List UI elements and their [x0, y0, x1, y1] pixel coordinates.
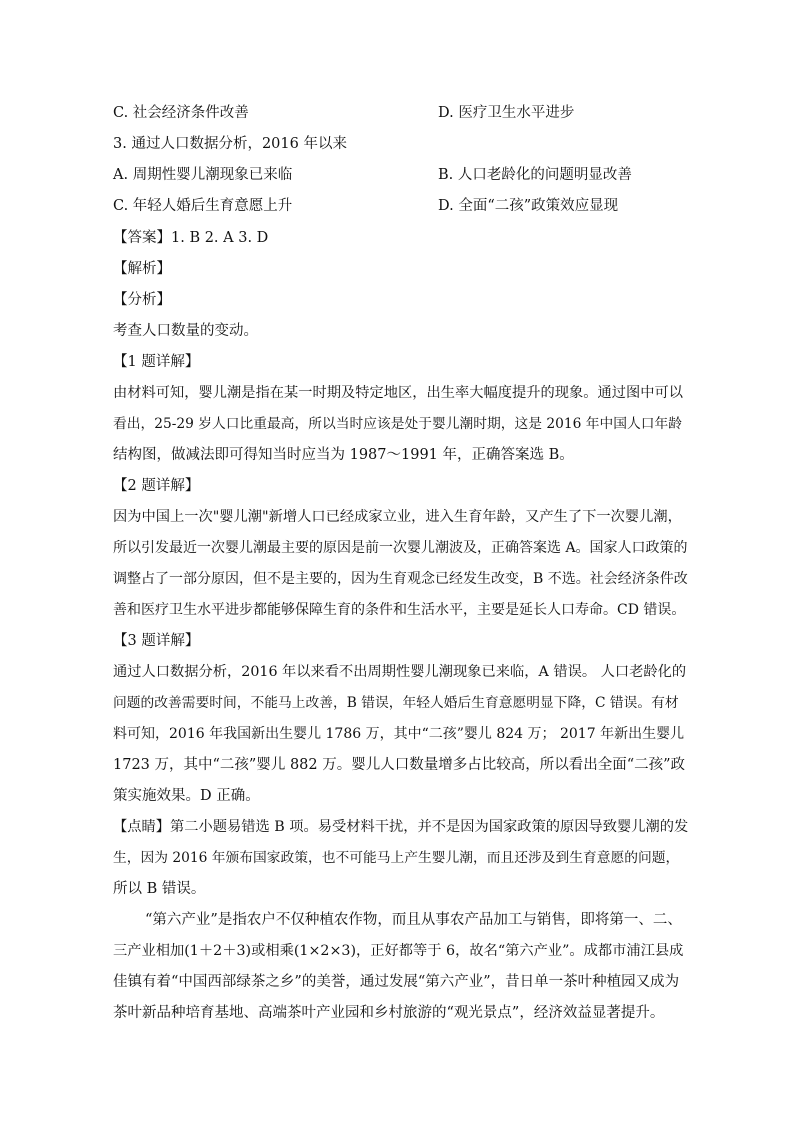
q3-option-c: C. 年轻人婚后生育意愿上升 [113, 198, 293, 214]
passage-line: 三产业相加(1＋2＋3)或相乘(1×2×3)，正好都等于 6，故名“第六产业”。成都市浦江县成 [113, 943, 684, 959]
q2-option-c: C. 社会经济条件改善 [113, 105, 249, 121]
passage-line: 佳镇有着“中国西部绿茶之乡”的美誉，通过发展“第六产业”，昔日单一茶叶种植园又成为 [113, 974, 680, 990]
q2-heading: 【2 题详解】 [113, 478, 200, 494]
analysis-subheading: 【分析】 [113, 292, 171, 308]
q1-line: 结构图，做减法即可得知当时应当为 1987～1991 年，正确答案选 B。 [113, 447, 574, 463]
analysis-heading: 【解析】 [113, 261, 171, 277]
q1-line: 由材料可知，婴儿潮是指在某一时期及特定地区，出生率大幅度提升的现象。通过图中可以 [113, 385, 684, 401]
q1-line: 看出，25-29 岁人口比重最高，所以当时应该是处于婴儿潮时期，这是 2016 年中国人口年龄 [113, 416, 682, 432]
tip-line: 【点睛】第二小题易错选 B 项。易受材料干扰，并不是因为国家政策的原因导致婴儿潮的发 [113, 819, 688, 835]
answer-line: 【答案】1. B 2. A 3. D [113, 230, 269, 246]
q2-line: 善和医疗卫生水平进步都能够保障生育的条件和生活水平，主要是延长人口寿命。CD 错误。 [113, 602, 686, 618]
q3-stem: 3. 通过人口数据分析，2016 年以来 [113, 136, 347, 152]
q3-option-d: D. 全面“二孩”政策效应显现 [438, 198, 619, 214]
tip-line: 所以 B 错误。 [113, 881, 206, 897]
q3-line: 通过人口数据分析，2016 年以来看不出周期性婴儿潮现象已来临，A 错误。 人口老龄化的 [113, 664, 687, 680]
passage-line: 茶叶新品种培育基地、高端茶叶产业园和乡村旅游的“观光景点”，经济效益显著提升。 [113, 1005, 665, 1021]
q3-heading: 【3 题详解】 [113, 633, 200, 649]
q3-line: 问题的改善需要时间，不能马上改善，B 错误，年轻人婚后生育意愿明显下降，C 错误。有材 [113, 695, 679, 711]
tip-line: 生，因为 2016 年颁布国家政策，也不可能马上产生婴儿潮，而且还涉及到生育意愿的问题， [113, 850, 680, 866]
q3-option-a: A. 周期性婴儿潮现象已来临 [113, 167, 293, 183]
q3-line: 1723 万，其中“二孩”婴儿 882 万。婴儿人口数量增多占比较高，所以看出全面“二孩”政 [113, 757, 686, 773]
q2-line: 调整占了一部分原因，但不是主要的，因为生育观念已经发生改变，B 不选。社会经济条件改 [113, 571, 688, 587]
passage-line: “第六产业”是指农户不仅种植农作物，而且从事农产品加工与销售，即将第一、二、 [145, 912, 682, 928]
q2-line: 因为中国上一次"婴儿潮"新增人口已经成家立业，进入生育年龄，又产生了下一次婴儿潮， [113, 509, 682, 525]
q1-heading: 【1 题详解】 [113, 354, 200, 370]
q3-option-b: B. 人口老龄化的问题明显改善 [438, 167, 632, 183]
q2-line: 所以引发最近一次婴儿潮最主要的原因是前一次婴儿潮波及，正确答案选 A。国家人口政策的 [113, 540, 688, 556]
q3-line: 料可知，2016 年我国新出生婴儿 1786 万，其中“二孩”婴儿 824 万； 2017 年新出生婴儿 [113, 726, 685, 742]
q2-option-d: D. 医疗卫生水平进步 [438, 105, 575, 121]
analysis-text: 考查人口数量的变动。 [113, 323, 258, 339]
q3-line: 策实施效果。D 正确。 [113, 788, 260, 804]
